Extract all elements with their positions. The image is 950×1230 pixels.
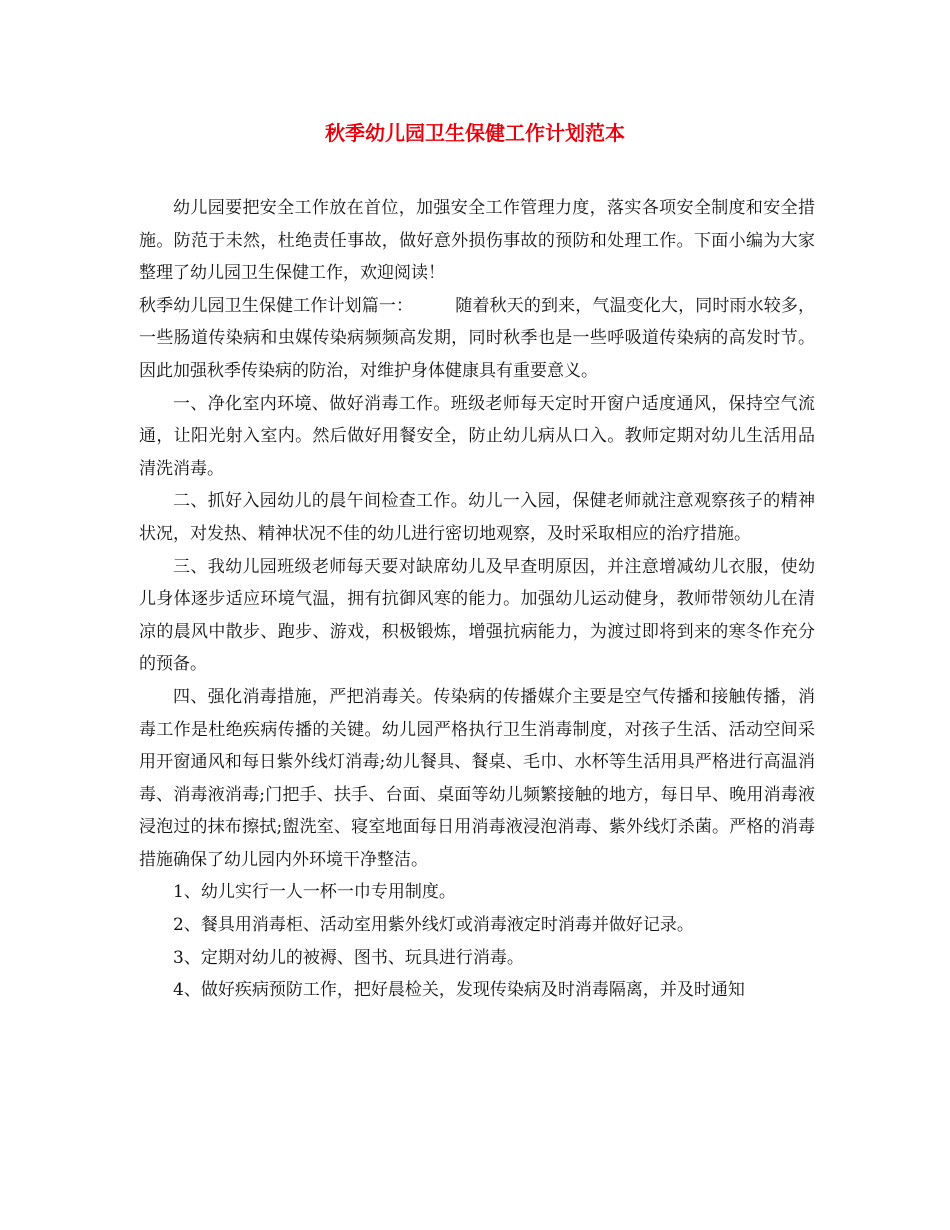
document-title: 秋季幼儿园卫生保健工作计划范本 [325, 121, 625, 145]
paragraph-absence-check: 三、我幼儿园班级老师每天要对缺席幼儿及早查明原因，并注意增减幼儿衣服，使幼儿身体逐步适应环境气温，拥有抗御风寒的能力。加强幼儿运动健身，教师带领幼儿在清凉的晨风中散步、跑步、游戏，积极锻炼，增强抗病能力，为渡过即将到来的寒冬作充分的预备。 [139, 556, 815, 675]
list-item-tableware: 2、餐具用消毒柜、活动室用紫外线灯或消毒液定时消毒并做好记录。 [173, 915, 694, 936]
paragraph-disinfection: 四、强化消毒措施，严把消毒关。传染病的传播媒介主要是空气传播和接触传播，消毒工作是杜绝疾病传播的关键。幼儿园严格执行卫生消毒制度，对孩子生活、活动空间采用开窗通风和每日紫外线灯消毒;幼儿餐具、餐桌、毛巾、水杯等生活用具严格进行高温消毒、消毒液消毒;门把手、扶手、台面、桌面等幼儿频繁接触的地方，每日早、晚用消毒液浸泡过的抹布擦拭;盥洗室、寝室地面每日用消毒液浸泡消毒、紫外线灯杀菌。严格的消毒措施确保了幼儿园内外环境干净整洁。 [139, 686, 815, 870]
list-item-prevention: 4、做好疾病预防工作，把好晨检关，发现传染病及时消毒隔离，并及时通知 [173, 980, 745, 1001]
section-heading: 秋季幼儿园卫生保健工作计划篇一： [139, 295, 414, 316]
paragraph-purify-environment: 一、净化室内环境、做好消毒工作。班级老师每天定时开窗户适度通风，保持空气流通，让阳光射入室内。然后做好用餐安全，防止幼儿病从口入。教师定期对幼儿生活用品清洗消毒。 [139, 393, 815, 479]
document-body [139, 192, 815, 1007]
list-item-bedding: 3、定期对幼儿的被褥、图书、玩具进行消毒。 [173, 947, 524, 968]
intro-paragraph: 幼儿园要把安全工作放在首位，加强安全工作管理力度，落实各项安全制度和安全措施。防范于未然，杜绝责任事故，做好意外损伤事故的预防和处理工作。下面小编为大家整理了幼儿园卫生保健工作，欢迎阅读！ [139, 198, 815, 284]
list-item-one-cup: 1、幼儿实行一人一杯一巾专用制度。 [173, 882, 456, 903]
section-opening-text: 随着秋天的到来，气温变化大，同时雨水较多，一些肠道传染病和虫媒传染病频频高发期，同时秋季也是一些呼吸道传染病的高发时节。因此加强秋季传染病的防治，对维护身体健康具有重要意义。 [139, 295, 816, 381]
section-opening-paragraph [139, 290, 815, 388]
paragraph-morning-check: 二、抓好入园幼儿的晨午间检查工作。幼儿一入园，保健老师就注意观察孩子的精神状况，对发热、精神状况不佳的幼儿进行密切地观察，及时采取相应的治疗措施。 [139, 491, 815, 544]
